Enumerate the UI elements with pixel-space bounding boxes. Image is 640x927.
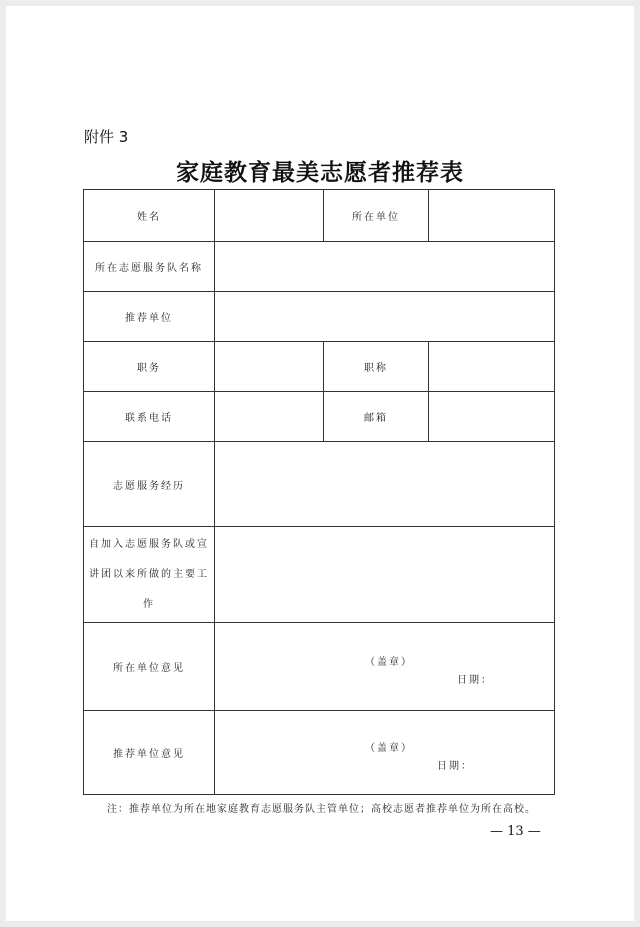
unit-opinion-field[interactable] (215, 623, 555, 711)
title-field[interactable] (429, 342, 555, 392)
document-page (6, 6, 634, 921)
unit-opinion-label: 所在单位意见 (84, 623, 215, 711)
position-label: 职务 (84, 342, 215, 392)
email-field[interactable] (429, 392, 555, 442)
main-work-label: 自加入志愿服务队或宣讲团以来所做的主要工作 (84, 527, 215, 623)
recommend-unit-field[interactable] (215, 292, 555, 342)
recommend-opinion-label: 推荐单位意见 (84, 711, 215, 795)
phone-label: 联系电话 (84, 392, 215, 442)
experience-label: 志愿服务经历 (84, 442, 215, 527)
phone-field[interactable] (215, 392, 324, 442)
recommend-unit-label: 推荐单位 (84, 292, 215, 342)
unit-stamp-text: （盖章） (365, 657, 413, 668)
form-title: 家庭教育最美志愿者推荐表 (176, 159, 464, 186)
recommend-opinion-field[interactable] (215, 711, 555, 795)
name-label: 姓名 (84, 190, 215, 242)
recommend-date-text: 日期： (437, 761, 473, 772)
footnote: 注：推荐单位为所在地家庭教育志愿服务队主管单位；高校志愿者推荐单位为所在高校。 (107, 804, 536, 815)
recommend-stamp-text: （盖章） (365, 743, 413, 754)
experience-field[interactable] (215, 442, 555, 527)
page-number: — 13 — (490, 824, 541, 839)
name-field[interactable] (215, 190, 324, 242)
attachment-label: 附件 3 (84, 128, 129, 146)
unit-date-text: 日期： (457, 675, 493, 686)
email-label: 邮箱 (324, 392, 429, 442)
team-name-label: 所在志愿服务队名称 (84, 242, 215, 292)
team-name-field[interactable] (215, 242, 555, 292)
position-field[interactable] (215, 342, 324, 392)
work-unit-label: 所在单位 (324, 190, 429, 242)
recommendation-form (83, 189, 555, 795)
title-label: 职称 (324, 342, 429, 392)
work-unit-field[interactable] (429, 190, 555, 242)
main-work-field[interactable] (215, 527, 555, 623)
